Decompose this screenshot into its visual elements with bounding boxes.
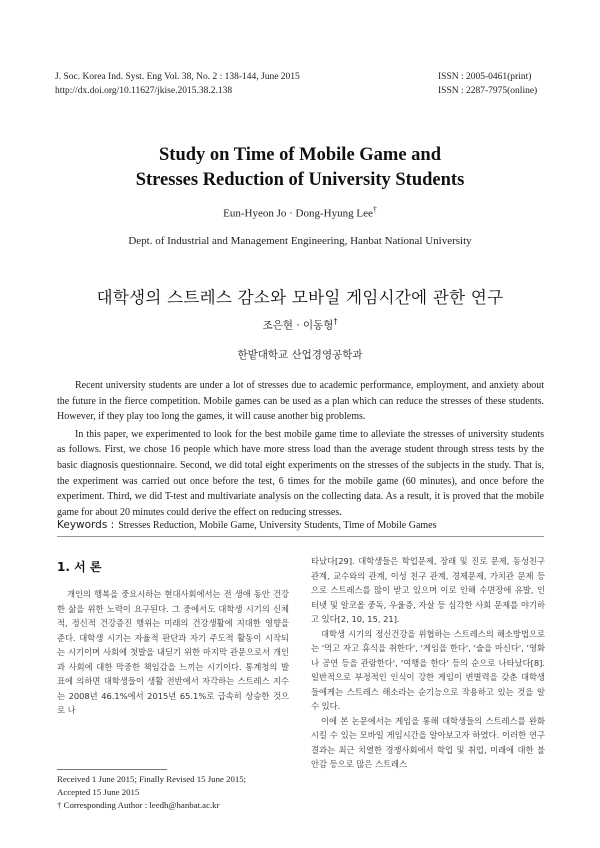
affiliation-ko: 한밭대학교 산업경영공학과	[237, 349, 363, 361]
footnote-accepted: Accepted 15 June 2015	[57, 787, 140, 797]
intro-paragraph-3: 이에 본 논문에서는 게임을 통해 대학생들의 스트레스를 완화시킬 수 있는 모바일 게임시간을 알아보고자 하였다. 이러한 연구결과는 최근 치열한 경쟁사회에서 학업 및 취업, 미래에 대한 불안감 등으로 많은 스트레스	[311, 715, 545, 769]
footnote-received: Received 1 June 2015; Finally Revised 15 June 2015;	[57, 774, 247, 784]
authors-ko	[0, 317, 600, 333]
right-column-text	[311, 554, 545, 772]
authors-ko-names: 조은현 · 이동형	[262, 319, 334, 332]
left-column-text	[57, 587, 289, 718]
title-line-1: Study on Time of Mobile Game and	[159, 145, 441, 165]
paper-title-en	[0, 143, 600, 193]
keywords	[57, 519, 437, 531]
journal-citation	[55, 70, 300, 98]
journal-line: J. Soc. Korea Ind. Syst. Eng Vol. 38, No. 2 : 138-144, June 2015	[55, 72, 300, 82]
section-heading-introduction: 1. 서 론	[57, 560, 102, 574]
footnote-corresponding: † Corresponding Author : leedh@hanbat.ac.kr	[57, 800, 220, 810]
issn-online: ISSN : 2287-7975(online)	[438, 86, 538, 96]
intro-paragraph-1: 개인의 행복을 중요시하는 현대사회에서는 전 생애 동안 건강한 삶을 위한 노력이 요구된다. 그 중에서도 대학생 시기의 신체적, 정신적 건강증진 행위는 미래의 건강생활에 지대한 영향을 준다. 대학생 시기는 자율적 판단과 자기 주도적 활동이 시작되는 시기이며 사회에 첫발을 내딛기 위한 마지막 관문으로서 개인과 사회에 대한 막중한 책임감을 느끼는 시기이다. 통계청의 발표에 의하면 대학생들이 생활 전반에서 자각하는 스트레스 지수는 2008년 46.1%에서 2015년 65.1%로 급속히 상승한 것으로 나	[57, 589, 289, 715]
corresponding-mark-ko: †	[333, 317, 338, 326]
intro-paragraph-1-cont: 타났다[29]. 대학생들은 학업문제, 장래 및 진로 문제, 동성친구 관계, 교수와의 관계, 이성 친구 관계, 경제문제, 가치관 문제 등으로 스트레스를 많이 받고 있으며 이로 인해 수면장애 유발, 인터넷 및 알코올 중독, 우울증, 자살 등 심각한 사회 문제를 야기하고 있다[2, 10, 15, 21].	[311, 556, 545, 624]
authors-en	[0, 205, 600, 220]
footnote-divider	[57, 769, 167, 770]
title-line-2: Stresses Reduction of University Students	[135, 170, 465, 190]
corresponding-mark: †	[372, 205, 377, 214]
intro-paragraph-2: 대학생 시기의 정신건강을 위협하는 스트레스의 해소방법으로는 '먹고 자고 휴식을 취한다', '게임을 한다', '술을 마신다', '영화나 공연 등을 관람한다', '여행을 한다' 등의 순으로 나타났다[8]. 일반적으로 부정적인 인식이 강한 게임이 변별력을 갖춘 대학생들에게는 스트레스 해소라는 순기능으로 작용하고 있는 것을 알 수 있다.	[311, 628, 545, 711]
affiliation-en: Dept. of Industrial and Management Engineering, Hanbat National University	[128, 235, 472, 247]
keywords-label: Keywords :	[57, 519, 115, 531]
keywords-divider	[57, 536, 544, 537]
footnotes	[57, 773, 246, 812]
authors-en-names: Eun-Hyeon Jo · Dong-Hyung Lee	[223, 207, 373, 220]
issn-print: ISSN : 2005-0461(print)	[438, 72, 532, 82]
abstract-paragraph-1: Recent university students are under a lot of stresses due to academic performance, employment, and anxiety about the future in the fierce competition. Mobile games can be used as a plan which can reduce the stresses of these students. However, if they play too long the games, it will cause another big problems.	[57, 380, 544, 423]
abstract-paragraph-2: In this paper, we experimented to look for the best mobile game time to alleviate the stresses of university students as follows. First, we chose 16 people which have more stress load than the average student through stress tests by the basic diagnosis questionnaire. Second, we did total eight experiments on the stresses of the subjects in the study. That is, the experiment was carried out once before the test, 6 times for the mobile game (60 minutes), and once before the experiment. Third, we did T-test and multivariate analysis on the collecting data. As a result, it is proved that the mobile game for about 20 minutes could derive the effect on reducing stresses.	[57, 428, 544, 518]
abstract	[57, 378, 544, 522]
right-column	[311, 554, 545, 772]
paper-title-ko: 대학생의 스트레스 감소와 모바일 게임시간에 관한 연구	[96, 288, 504, 307]
keywords-text: Stresses Reduction, Mobile Game, University Students, Time of Mobile Games	[118, 520, 437, 531]
issn-block	[438, 70, 537, 98]
left-column	[57, 554, 289, 718]
doi-link[interactable]: http://dx.doi.org/10.11627/jkise.2015.38.2.138	[55, 86, 233, 96]
